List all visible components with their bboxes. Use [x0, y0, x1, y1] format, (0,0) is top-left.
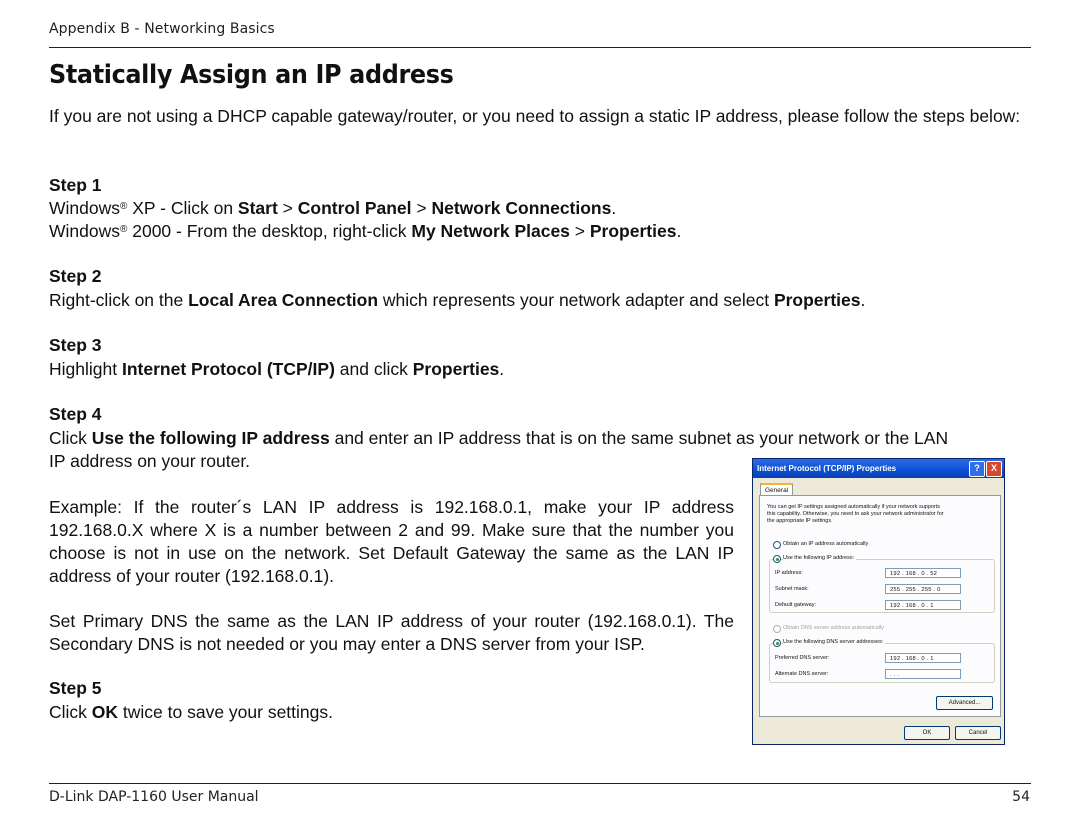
preferred-dns-field[interactable]: 192 . 168 . 0 . 1: [885, 653, 961, 663]
step5-text: Click OK twice to save your settings.: [49, 702, 333, 722]
ip-address-label: IP address:: [775, 570, 803, 576]
step4-title: Step 4: [49, 404, 102, 424]
step1-2000-line: Windows® 2000 - From the desktop, right-click My Network Places > Properties.: [49, 221, 682, 241]
header-rule: [49, 47, 1031, 48]
footer-rule: [49, 783, 1031, 784]
obtain-dns-label: Obtain DNS server address automatically: [783, 625, 884, 631]
subnet-mask-label: Subnet mask:: [775, 586, 809, 592]
intro-paragraph: If you are not using a DHCP capable gateway/router, or you need to assign a static IP address, please follow the steps below:: [49, 106, 1021, 126]
step1-xp-line: Windows® XP - Click on Start > Control Panel > Network Connections.: [49, 198, 617, 218]
use-ip-label: Use the following IP address:: [783, 555, 855, 561]
obtain-ip-label: Obtain an IP address automatically: [783, 541, 869, 547]
step4-line1: Click Use the following IP address and enter an IP address that is on the same subnet as your network or the LAN: [49, 428, 949, 448]
subnet-mask-field[interactable]: 255 . 255 . 255 . 0: [885, 584, 961, 594]
tab-general[interactable]: General: [760, 483, 793, 497]
footer-manual-title: D-Link DAP-1160 User Manual: [49, 789, 259, 805]
advanced-button[interactable]: Advanced...: [936, 696, 993, 710]
tcpip-properties-dialog: [752, 458, 1005, 745]
use-dns-label: Use the following DNS server addresses:: [783, 639, 884, 645]
alternate-dns-label: Alternate DNS server:: [775, 671, 829, 677]
obtain-dns-radio[interactable]: [773, 625, 781, 633]
example-paragraph: Example: If the router´s LAN IP address is 192.168.0.1, make your IP address 192.168.0.X where X is a number between 2 and 99. Make sure that the number you choose is not in use on the network. Set Default Gateway the same as the LAN IP address of your router (192.168.0.1).: [49, 497, 734, 586]
step1-title: Step 1: [49, 175, 102, 195]
running-header: Appendix B - Networking Basics: [49, 21, 275, 37]
use-dns-radio[interactable]: [773, 639, 781, 647]
step5-title: Step 5: [49, 678, 102, 698]
gateway-label: Default gateway:: [775, 602, 816, 608]
step3-text: Highlight Internet Protocol (TCP/IP) and click Properties.: [49, 359, 505, 379]
preferred-dns-label: Preferred DNS server:: [775, 655, 830, 661]
ip-address-field[interactable]: 192 . 168 . 0 . 52: [885, 568, 961, 578]
step2-text: Right-click on the Local Area Connection which represents your network adapter and select Properties.: [49, 290, 866, 310]
obtain-ip-radio[interactable]: [773, 541, 781, 549]
gateway-field[interactable]: 192 . 168 . 0 . 1: [885, 600, 961, 610]
dialog-titlebar: [753, 459, 1004, 478]
dialog-title: Internet Protocol (TCP/IP) Properties: [757, 464, 897, 473]
alternate-dns-field[interactable]: . . .: [885, 669, 961, 679]
page-title: Statically Assign an IP address: [49, 60, 454, 90]
step3-title: Step 3: [49, 335, 102, 355]
general-panel: [759, 495, 1001, 717]
info-line-2: this capability. Otherwise, you need to ask your network administrator for: [767, 511, 944, 517]
cancel-button[interactable]: Cancel: [955, 726, 1001, 740]
page-number: 54: [1012, 789, 1030, 805]
step2-title: Step 2: [49, 266, 102, 286]
close-icon[interactable]: X: [986, 461, 1002, 477]
info-line-1: You can get IP settings assigned automatically if your network supports: [767, 504, 941, 510]
ok-button[interactable]: OK: [904, 726, 950, 740]
help-icon[interactable]: ?: [969, 461, 985, 477]
dns-paragraph: Set Primary DNS the same as the LAN IP address of your router (192.168.0.1). The Secondary DNS is not needed or you may enter a DNS server from your ISP.: [49, 611, 734, 654]
step4-line2: IP address on your router.: [49, 451, 251, 471]
use-ip-radio[interactable]: [773, 555, 781, 563]
info-line-3: the appropriate IP settings.: [767, 518, 833, 524]
